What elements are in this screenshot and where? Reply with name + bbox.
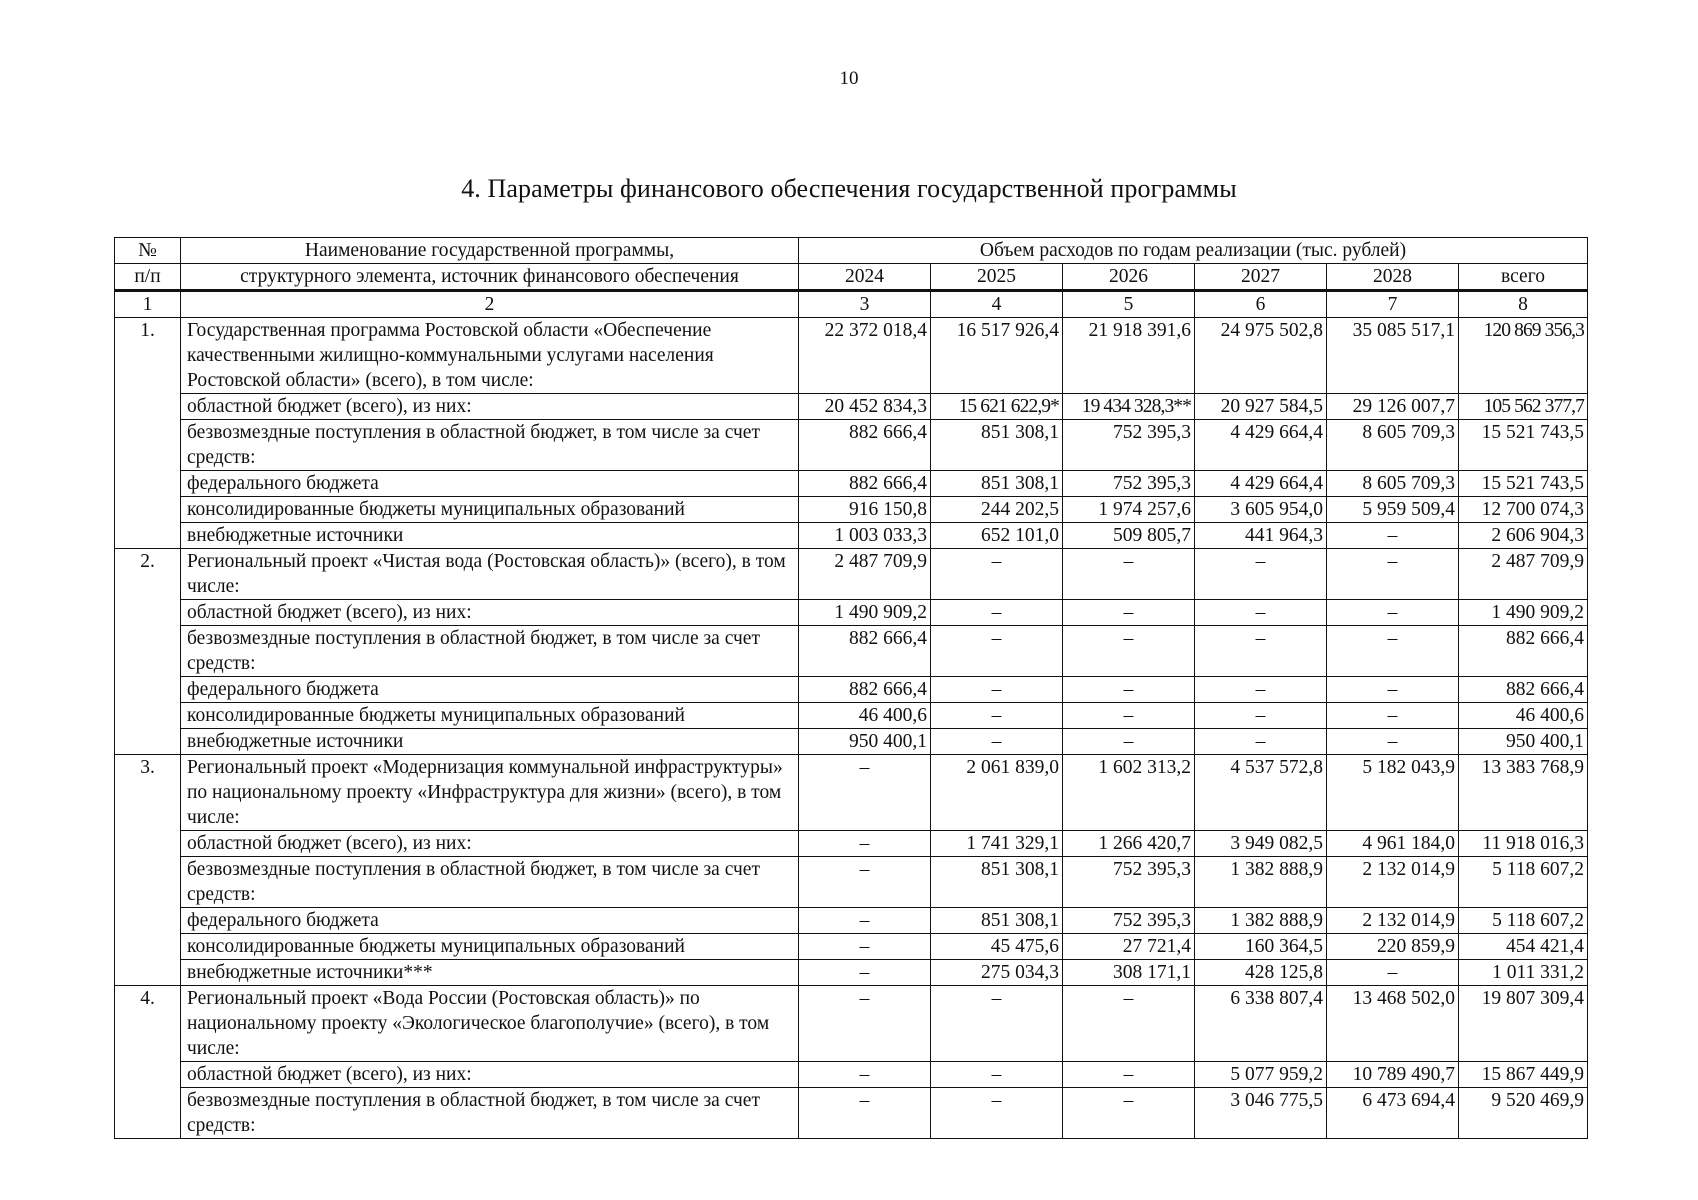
year-value-cell: 275 034,3 [931,960,1063,986]
year-value-cell: 3 046 775,5 [1195,1088,1327,1139]
table-row [115,857,1588,908]
header-year-2027: 2027 [1195,264,1327,291]
year-value-cell: 20 927 584,5 [1195,394,1327,420]
funding-source-cell: внебюджетные источники*** [181,960,799,986]
year-value-cell: 1 266 420,7 [1063,831,1195,857]
year-value-cell: – [799,960,931,986]
column-number: 6 [1195,291,1327,318]
total-value-cell: 950 400,1 [1459,729,1588,755]
year-value-cell: – [1063,1088,1195,1139]
year-value-cell: 220 859,9 [1327,934,1459,960]
header-total: всего [1459,264,1588,291]
year-value-cell: 22 372 018,4 [799,318,931,394]
year-value-cell: 882 666,4 [799,471,931,497]
total-value-cell: 882 666,4 [1459,626,1588,677]
program-name-cell: Региональный проект «Чистая вода (Ростовская область)» (всего), в том числе: [181,549,799,600]
table-row [115,934,1588,960]
year-value-cell: 45 475,6 [931,934,1063,960]
year-value-cell: 35 085 517,1 [1327,318,1459,394]
funding-source-cell: консолидированные бюджеты муниципальных образований [181,703,799,729]
table-row [115,549,1588,600]
year-value-cell: – [1063,703,1195,729]
year-value-cell: – [931,703,1063,729]
year-value-cell: – [1195,549,1327,600]
year-value-cell: 752 395,3 [1063,471,1195,497]
year-value-cell: 950 400,1 [799,729,931,755]
year-value-cell: – [799,857,931,908]
year-value-cell: 4 537 572,8 [1195,755,1327,831]
program-name-cell: Государственная программа Ростовской области «Обеспечение качественными жилищно-коммунальными услугами населения Ростовской области» (всего), в том числе: [181,318,799,394]
year-value-cell: 752 395,3 [1063,857,1195,908]
table-row [115,394,1588,420]
year-value-cell: 3 949 082,5 [1195,831,1327,857]
year-value-cell: 5 959 509,4 [1327,497,1459,523]
funding-source-cell: федерального бюджета [181,677,799,703]
year-value-cell: – [799,1062,931,1088]
financing-table [114,237,1588,1139]
year-value-cell: – [1063,729,1195,755]
year-value-cell: – [1327,960,1459,986]
table-row [115,908,1588,934]
funding-source-cell: безвозмездные поступления в областной бюджет, в том числе за счет средств: [181,420,799,471]
column-number: 7 [1327,291,1459,318]
year-value-cell: – [1327,600,1459,626]
year-value-cell: – [1195,626,1327,677]
total-value-cell: 5 118 607,2 [1459,908,1588,934]
year-value-cell: 428 125,8 [1195,960,1327,986]
year-value-cell: 509 805,7 [1063,523,1195,549]
total-value-cell: 5 118 607,2 [1459,857,1588,908]
year-value-cell: 8 605 709,3 [1327,471,1459,497]
total-value-cell: 13 383 768,9 [1459,755,1588,831]
year-value-cell: 27 721,4 [1063,934,1195,960]
row-index: 4. [115,986,181,1139]
year-value-cell: 851 308,1 [931,420,1063,471]
year-value-cell: – [1195,729,1327,755]
year-value-cell: – [1063,1062,1195,1088]
row-index: 3. [115,755,181,986]
year-value-cell: 441 964,3 [1195,523,1327,549]
year-value-cell: 1 003 033,3 [799,523,931,549]
year-value-cell: 2 132 014,9 [1327,857,1459,908]
year-value-cell: – [1063,677,1195,703]
table-row [115,986,1588,1062]
table-row [115,755,1588,831]
year-value-cell: 10 789 490,7 [1327,1062,1459,1088]
header-name-line2: структурного элемента, источник финансового обеспечения [181,264,799,291]
table-row [115,960,1588,986]
total-value-cell: 120 869 356,3 [1459,318,1588,394]
year-value-cell: – [1063,600,1195,626]
year-value-cell: 1 974 257,6 [1063,497,1195,523]
row-index: 1. [115,318,181,549]
year-value-cell: 19 434 328,3** [1063,394,1195,420]
total-value-cell: 12 700 074,3 [1459,497,1588,523]
year-value-cell: 752 395,3 [1063,420,1195,471]
table-row [115,831,1588,857]
funding-source-cell: внебюджетные источники [181,523,799,549]
funding-source-cell: безвозмездные поступления в областной бюджет, в том числе за счет средств: [181,626,799,677]
year-value-cell: 244 202,5 [931,497,1063,523]
table-row [115,420,1588,471]
year-value-cell: 851 308,1 [931,857,1063,908]
year-value-cell: – [1195,703,1327,729]
year-value-cell: – [799,934,931,960]
total-value-cell: 11 918 016,3 [1459,831,1588,857]
column-number: 1 [115,291,181,318]
header-number-sign: № [115,238,181,264]
header-year-2025: 2025 [931,264,1063,291]
total-value-cell: 1 011 331,2 [1459,960,1588,986]
year-value-cell: 916 150,8 [799,497,931,523]
funding-source-cell: областной бюджет (всего), из них: [181,394,799,420]
year-value-cell: 4 429 664,4 [1195,420,1327,471]
column-number: 4 [931,291,1063,318]
year-value-cell: 3 605 954,0 [1195,497,1327,523]
year-value-cell: 5 182 043,9 [1327,755,1459,831]
funding-source-cell: консолидированные бюджеты муниципальных образований [181,934,799,960]
funding-source-cell: внебюджетные источники [181,729,799,755]
header-pp: п/п [115,264,181,291]
column-number: 3 [799,291,931,318]
year-value-cell: 752 395,3 [1063,908,1195,934]
table-row [115,471,1588,497]
year-value-cell: – [931,729,1063,755]
year-value-cell: 308 171,1 [1063,960,1195,986]
page-number: 10 [839,68,859,89]
total-value-cell: 1 490 909,2 [1459,600,1588,626]
total-value-cell: 2 606 904,3 [1459,523,1588,549]
header-name-line1: Наименование государственной программы, [181,238,799,264]
year-value-cell: 882 666,4 [799,420,931,471]
program-name-cell: Региональный проект «Модернизация коммунальной инфраструктуры» по национальному проекту «Инфраструктура для жизни» (всего), в том числе: [181,755,799,831]
year-value-cell: – [931,986,1063,1062]
table-row [115,677,1588,703]
header-row-top [115,238,1588,264]
year-value-cell: 6 473 694,4 [1327,1088,1459,1139]
year-value-cell: – [931,677,1063,703]
column-number: 2 [181,291,799,318]
table-row [115,497,1588,523]
year-value-cell: 16 517 926,4 [931,318,1063,394]
year-value-cell: 46 400,6 [799,703,931,729]
table-row [115,703,1588,729]
year-value-cell: 8 605 709,3 [1327,420,1459,471]
year-value-cell: 29 126 007,7 [1327,394,1459,420]
total-value-cell: 882 666,4 [1459,677,1588,703]
year-value-cell: – [799,986,931,1062]
table-row [115,600,1588,626]
header-year-2024: 2024 [799,264,931,291]
year-value-cell: – [1327,523,1459,549]
total-value-cell: 15 521 743,5 [1459,420,1588,471]
funding-source-cell: безвозмездные поступления в областной бюджет, в том числе за счет средств: [181,1088,799,1139]
table-row [115,626,1588,677]
year-value-cell: 160 364,5 [1195,934,1327,960]
row-index: 2. [115,549,181,755]
year-value-cell: – [799,755,931,831]
table-row [115,729,1588,755]
year-value-cell: 24 975 502,8 [1195,318,1327,394]
total-value-cell: 454 421,4 [1459,934,1588,960]
total-value-cell: 105 562 377,7 [1459,394,1588,420]
year-value-cell: – [799,908,931,934]
year-value-cell: 652 101,0 [931,523,1063,549]
total-value-cell: 9 520 469,9 [1459,1088,1588,1139]
year-value-cell: 882 666,4 [799,626,931,677]
year-value-cell: – [1063,986,1195,1062]
year-value-cell: 13 468 502,0 [1327,986,1459,1062]
year-value-cell: – [1327,703,1459,729]
header-year-2026: 2026 [1063,264,1195,291]
year-value-cell: 1 602 313,2 [1063,755,1195,831]
year-value-cell: 851 308,1 [931,908,1063,934]
year-value-cell: – [799,1088,931,1139]
total-value-cell: 19 807 309,4 [1459,986,1588,1062]
table-row [115,523,1588,549]
year-value-cell: 21 918 391,6 [1063,318,1195,394]
table-row [115,1062,1588,1088]
year-value-cell: 4 429 664,4 [1195,471,1327,497]
column-number: 5 [1063,291,1195,318]
header-year-2028: 2028 [1327,264,1459,291]
year-value-cell: 882 666,4 [799,677,931,703]
year-value-cell: 6 338 807,4 [1195,986,1327,1062]
total-value-cell: 46 400,6 [1459,703,1588,729]
funding-source-cell: консолидированные бюджеты муниципальных образований [181,497,799,523]
year-value-cell: – [931,1062,1063,1088]
year-value-cell: 2 061 839,0 [931,755,1063,831]
year-value-cell: – [1063,626,1195,677]
funding-source-cell: федерального бюджета [181,471,799,497]
total-value-cell: 15 521 743,5 [1459,471,1588,497]
year-value-cell: 1 490 909,2 [799,600,931,626]
funding-source-cell: федерального бюджета [181,908,799,934]
total-value-cell: 15 867 449,9 [1459,1062,1588,1088]
year-value-cell: – [931,626,1063,677]
program-name-cell: Региональный проект «Вода России (Ростовская область)» по национальному проекту «Экологическое благополучие» (всего), в том числе: [181,986,799,1062]
total-value-cell: 2 487 709,9 [1459,549,1588,600]
column-number-row [115,291,1588,318]
year-value-cell: 1 382 888,9 [1195,857,1327,908]
year-value-cell: – [1195,677,1327,703]
year-value-cell: – [1327,549,1459,600]
year-value-cell: 1 382 888,9 [1195,908,1327,934]
year-value-cell: – [1327,677,1459,703]
year-value-cell: 5 077 959,2 [1195,1062,1327,1088]
header-row-years [115,264,1588,291]
year-value-cell: 15 621 622,9* [931,394,1063,420]
year-value-cell: – [931,600,1063,626]
year-value-cell: – [931,549,1063,600]
column-number: 8 [1459,291,1588,318]
year-value-cell: 4 961 184,0 [1327,831,1459,857]
year-value-cell: 2 487 709,9 [799,549,931,600]
header-volume: Объем расходов по годам реализации (тыс. рублей) [799,238,1588,264]
year-value-cell: – [799,831,931,857]
funding-source-cell: областной бюджет (всего), из них: [181,1062,799,1088]
year-value-cell: – [1063,549,1195,600]
funding-source-cell: областной бюджет (всего), из них: [181,600,799,626]
year-value-cell: 20 452 834,3 [799,394,931,420]
funding-source-cell: безвозмездные поступления в областной бюджет, в том числе за счет средств: [181,857,799,908]
year-value-cell: – [931,1088,1063,1139]
year-value-cell: 2 132 014,9 [1327,908,1459,934]
table-row [115,1088,1588,1139]
year-value-cell: – [1195,600,1327,626]
year-value-cell: 1 741 329,1 [931,831,1063,857]
funding-source-cell: областной бюджет (всего), из них: [181,831,799,857]
year-value-cell: 851 308,1 [931,471,1063,497]
table-row [115,318,1588,394]
year-value-cell: – [1327,626,1459,677]
section-title: 4. Параметры финансового обеспечения государственной программы [461,174,1237,203]
year-value-cell: – [1327,729,1459,755]
